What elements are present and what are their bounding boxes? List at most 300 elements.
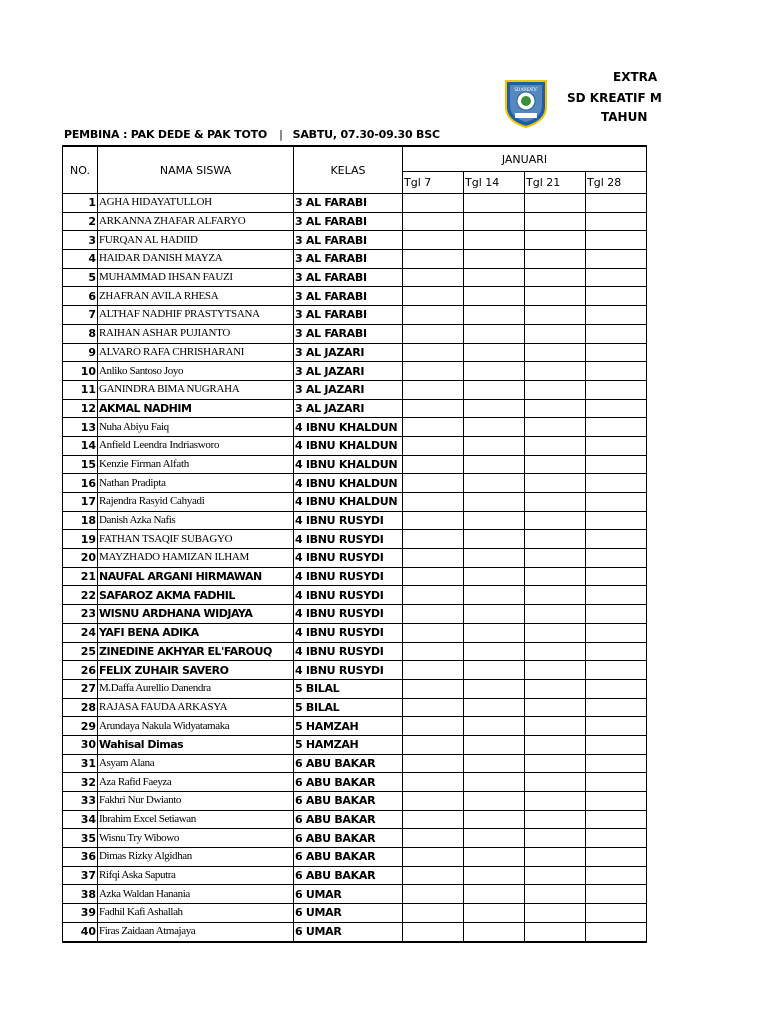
- student-class: 4 IBNU KHALDUN: [294, 455, 403, 474]
- student-name: HAIDAR DANISH MAYZA: [98, 250, 294, 269]
- student-name: FURQAN AL HADIID: [98, 231, 294, 250]
- attendance-cell[interactable]: [403, 418, 464, 437]
- student-name: Azka Waldan Hanania: [98, 885, 294, 904]
- attendance-cell[interactable]: [403, 698, 464, 717]
- student-name: AGHA HIDAYATULLOH: [98, 194, 294, 213]
- student-class: 6 UMAR: [294, 885, 403, 904]
- attendance-cell[interactable]: [464, 679, 525, 698]
- attendance-cell[interactable]: [464, 698, 525, 717]
- student-name: RAJASA FAUDA ARKASYA: [98, 698, 294, 717]
- row-number: 39: [63, 904, 98, 923]
- attendance-cell[interactable]: [525, 848, 586, 867]
- row-number: 3: [63, 231, 98, 250]
- header-date: Tgl 14: [464, 172, 525, 194]
- student-class: 3 AL FARABI: [294, 212, 403, 231]
- student-name: GANINDRA BIMA NUGRAHA: [98, 380, 294, 399]
- row-number: 28: [63, 698, 98, 717]
- school-badge-icon: [503, 77, 549, 129]
- student-class: 5 BILAL: [294, 698, 403, 717]
- table-row: [63, 567, 647, 586]
- student-name: SAFAROZ AKMA FADHIL: [98, 586, 294, 605]
- student-class: 6 ABU BAKAR: [294, 773, 403, 792]
- row-number: 18: [63, 511, 98, 530]
- attendance-cell[interactable]: [586, 885, 647, 904]
- table-row: [63, 679, 647, 698]
- attendance-table: [62, 145, 647, 943]
- attendance-cell[interactable]: [525, 922, 586, 941]
- table-row: [63, 474, 647, 493]
- student-name: ZINEDINE AKHYAR EL'FAROUQ: [98, 642, 294, 661]
- attendance-cell[interactable]: [525, 380, 586, 399]
- table-row: [63, 250, 647, 269]
- attendance-cell[interactable]: [403, 810, 464, 829]
- attendance-cell[interactable]: [525, 605, 586, 624]
- attendance-cell[interactable]: [525, 418, 586, 437]
- student-name: Wisnu Try Wibowo: [98, 829, 294, 848]
- attendance-cell[interactable]: [586, 679, 647, 698]
- attendance-cell[interactable]: [525, 362, 586, 381]
- student-name: ARKANNA ZHAFAR ALFARYO: [98, 212, 294, 231]
- attendance-cell[interactable]: [464, 866, 525, 885]
- pembina-label: PEMBINA : PAK DEDE & PAK TOTO: [64, 128, 268, 141]
- attendance-cell[interactable]: [525, 698, 586, 717]
- attendance-cell[interactable]: [403, 549, 464, 568]
- table-row: [63, 362, 647, 381]
- student-class: 4 IBNU KHALDUN: [294, 474, 403, 493]
- student-name: MAYZHADO HAMIZAN ILHAM: [98, 549, 294, 568]
- attendance-cell[interactable]: [586, 287, 647, 306]
- student-class: 3 AL FARABI: [294, 324, 403, 343]
- attendance-cell[interactable]: [403, 922, 464, 941]
- attendance-cell[interactable]: [586, 810, 647, 829]
- attendance-cell[interactable]: [525, 885, 586, 904]
- attendance-cell[interactable]: [586, 399, 647, 418]
- header-date: Tgl 21: [525, 172, 586, 194]
- attendance-cell[interactable]: [464, 642, 525, 661]
- attendance-cell[interactable]: [586, 735, 647, 754]
- attendance-cell[interactable]: [586, 773, 647, 792]
- row-number: 38: [63, 885, 98, 904]
- attendance-cell[interactable]: [586, 343, 647, 362]
- attendance-cell[interactable]: [586, 306, 647, 325]
- attendance-cell[interactable]: [464, 511, 525, 530]
- attendance-cell[interactable]: [586, 904, 647, 923]
- attendance-cell[interactable]: [403, 474, 464, 493]
- attendance-cell[interactable]: [586, 493, 647, 512]
- attendance-cell[interactable]: [464, 904, 525, 923]
- student-name: Nathan Pradipta: [98, 474, 294, 493]
- attendance-cell[interactable]: [403, 324, 464, 343]
- row-number: 30: [63, 735, 98, 754]
- row-number: 37: [63, 866, 98, 885]
- attendance-cell[interactable]: [464, 287, 525, 306]
- student-class: 3 AL JAZARI: [294, 362, 403, 381]
- student-class: 6 UMAR: [294, 904, 403, 923]
- row-number: 16: [63, 474, 98, 493]
- attendance-cell[interactable]: [464, 250, 525, 269]
- student-name: Nuha Abiyu Faiq: [98, 418, 294, 437]
- table-row: [63, 231, 647, 250]
- attendance-cell[interactable]: [464, 549, 525, 568]
- attendance-cell[interactable]: [525, 866, 586, 885]
- attendance-cell[interactable]: [403, 436, 464, 455]
- attendance-cell[interactable]: [464, 623, 525, 642]
- attendance-cell[interactable]: [586, 623, 647, 642]
- svg-text:SD KREATIF: SD KREATIF: [514, 87, 538, 92]
- row-number: 24: [63, 623, 98, 642]
- table-row: [63, 194, 647, 213]
- attendance-cell[interactable]: [525, 642, 586, 661]
- attendance-cell[interactable]: [403, 754, 464, 773]
- attendance-cell[interactable]: [586, 324, 647, 343]
- attendance-cell[interactable]: [403, 735, 464, 754]
- table-row: [63, 324, 647, 343]
- attendance-cell[interactable]: [586, 549, 647, 568]
- attendance-cell[interactable]: [403, 866, 464, 885]
- table-row: [63, 343, 647, 362]
- student-class: 6 ABU BAKAR: [294, 754, 403, 773]
- student-name: AKMAL NADHIM: [98, 399, 294, 418]
- row-number: 33: [63, 792, 98, 811]
- attendance-cell[interactable]: [403, 362, 464, 381]
- attendance-cell[interactable]: [525, 717, 586, 736]
- attendance-cell[interactable]: [586, 567, 647, 586]
- attendance-cell[interactable]: [586, 362, 647, 381]
- attendance-cell[interactable]: [464, 829, 525, 848]
- table-row: [63, 661, 647, 680]
- table-row: [63, 848, 647, 867]
- student-name: YAFI BENA ADIKA: [98, 623, 294, 642]
- attendance-cell[interactable]: [403, 848, 464, 867]
- student-class: 6 ABU BAKAR: [294, 829, 403, 848]
- student-class: 3 AL JAZARI: [294, 380, 403, 399]
- student-name: ALVARO RAFA CHRISHARANI: [98, 343, 294, 362]
- table-row: [63, 623, 647, 642]
- attendance-cell[interactable]: [464, 810, 525, 829]
- student-class: 6 ABU BAKAR: [294, 866, 403, 885]
- student-class: 3 AL JAZARI: [294, 399, 403, 418]
- table-row: [63, 792, 647, 811]
- attendance-cell[interactable]: [525, 436, 586, 455]
- attendance-cell[interactable]: [586, 231, 647, 250]
- row-number: 7: [63, 306, 98, 325]
- row-number: 12: [63, 399, 98, 418]
- attendance-cell[interactable]: [586, 717, 647, 736]
- table-row: [63, 436, 647, 455]
- row-number: 14: [63, 436, 98, 455]
- table-row: [63, 306, 647, 325]
- attendance-cell[interactable]: [464, 399, 525, 418]
- attendance-cell[interactable]: [464, 754, 525, 773]
- attendance-cell[interactable]: [464, 474, 525, 493]
- attendance-cell[interactable]: [525, 268, 586, 287]
- attendance-cell[interactable]: [403, 717, 464, 736]
- row-number: 26: [63, 661, 98, 680]
- student-class: 6 ABU BAKAR: [294, 848, 403, 867]
- student-name: ZHAFRAN AVILA RHESA: [98, 287, 294, 306]
- attendance-cell[interactable]: [464, 530, 525, 549]
- attendance-cell[interactable]: [464, 885, 525, 904]
- student-name: WISNU ARDHANA WIDJAYA: [98, 605, 294, 624]
- attendance-cell[interactable]: [586, 586, 647, 605]
- attendance-cell[interactable]: [586, 194, 647, 213]
- attendance-cell[interactable]: [403, 455, 464, 474]
- attendance-cell[interactable]: [525, 511, 586, 530]
- student-class: 4 IBNU RUSYDI: [294, 567, 403, 586]
- attendance-cell[interactable]: [403, 885, 464, 904]
- table-row: [63, 455, 647, 474]
- attendance-cell[interactable]: [525, 792, 586, 811]
- attendance-cell[interactable]: [586, 212, 647, 231]
- student-class: 6 ABU BAKAR: [294, 810, 403, 829]
- attendance-cell[interactable]: [586, 436, 647, 455]
- table-row: [63, 399, 647, 418]
- student-class: 4 IBNU KHALDUN: [294, 493, 403, 512]
- attendance-cell[interactable]: [464, 922, 525, 941]
- header-name: NAMA SISWA: [98, 146, 294, 194]
- attendance-cell[interactable]: [586, 792, 647, 811]
- row-number: 40: [63, 922, 98, 941]
- row-number: 6: [63, 287, 98, 306]
- student-name: Asyam Alana: [98, 754, 294, 773]
- student-name: Firas Zaidaan Atmajaya: [98, 922, 294, 941]
- attendance-cell[interactable]: [586, 418, 647, 437]
- row-number: 34: [63, 810, 98, 829]
- student-class: 4 IBNU RUSYDI: [294, 623, 403, 642]
- attendance-cell[interactable]: [525, 549, 586, 568]
- attendance-cell[interactable]: [403, 287, 464, 306]
- attendance-cell[interactable]: [525, 735, 586, 754]
- attendance-cell[interactable]: [464, 212, 525, 231]
- attendance-cell[interactable]: [403, 661, 464, 680]
- attendance-cell[interactable]: [403, 231, 464, 250]
- attendance-cell[interactable]: [525, 661, 586, 680]
- attendance-cell[interactable]: [403, 904, 464, 923]
- attendance-cell[interactable]: [586, 455, 647, 474]
- attendance-cell[interactable]: [403, 306, 464, 325]
- student-name: Anfield Leendra Indriasworo: [98, 436, 294, 455]
- attendance-cell[interactable]: [464, 194, 525, 213]
- attendance-cell[interactable]: [586, 605, 647, 624]
- title-line-2: SD KREATIF M: [567, 91, 662, 105]
- student-class: 4 IBNU RUSYDI: [294, 530, 403, 549]
- attendance-cell[interactable]: [525, 586, 586, 605]
- attendance-cell[interactable]: [464, 567, 525, 586]
- table-row: [63, 642, 647, 661]
- row-number: 21: [63, 567, 98, 586]
- row-number: 17: [63, 493, 98, 512]
- attendance-cell[interactable]: [464, 231, 525, 250]
- attendance-cell[interactable]: [403, 586, 464, 605]
- student-class: 3 AL FARABI: [294, 231, 403, 250]
- attendance-cell[interactable]: [403, 773, 464, 792]
- header-month: JANUARI: [403, 146, 647, 172]
- attendance-cell[interactable]: [464, 848, 525, 867]
- attendance-cell[interactable]: [586, 530, 647, 549]
- attendance-cell[interactable]: [464, 605, 525, 624]
- student-class: 4 IBNU RUSYDI: [294, 511, 403, 530]
- attendance-cell[interactable]: [403, 530, 464, 549]
- student-name: Rifqi Aska Saputra: [98, 866, 294, 885]
- attendance-cell[interactable]: [403, 605, 464, 624]
- attendance-cell[interactable]: [464, 493, 525, 512]
- student-name: FELIX ZUHAIR SAVERO: [98, 661, 294, 680]
- attendance-cell[interactable]: [464, 306, 525, 325]
- table-row: [63, 493, 647, 512]
- table-row: [63, 586, 647, 605]
- attendance-cell[interactable]: [525, 455, 586, 474]
- attendance-cell[interactable]: [525, 623, 586, 642]
- attendance-cell[interactable]: [464, 792, 525, 811]
- separator: |: [279, 128, 283, 141]
- attendance-cell[interactable]: [525, 567, 586, 586]
- attendance-cell[interactable]: [525, 829, 586, 848]
- table-row: [63, 735, 647, 754]
- student-class: 5 BILAL: [294, 679, 403, 698]
- attendance-cell[interactable]: [403, 380, 464, 399]
- attendance-cell[interactable]: [586, 642, 647, 661]
- attendance-cell[interactable]: [586, 698, 647, 717]
- attendance-cell[interactable]: [586, 922, 647, 941]
- student-name: Danish Azka Nafis: [98, 511, 294, 530]
- row-number: 32: [63, 773, 98, 792]
- table-row: [63, 754, 647, 773]
- student-class: 5 HAMZAH: [294, 717, 403, 736]
- attendance-cell[interactable]: [403, 268, 464, 287]
- row-number: 19: [63, 530, 98, 549]
- row-number: 2: [63, 212, 98, 231]
- student-class: 4 IBNU RUSYDI: [294, 605, 403, 624]
- student-name: FATHAN TSAQIF SUBAGYO: [98, 530, 294, 549]
- attendance-cell[interactable]: [586, 829, 647, 848]
- attendance-cell[interactable]: [525, 306, 586, 325]
- table-row: [63, 511, 647, 530]
- attendance-cell[interactable]: [525, 904, 586, 923]
- student-class: 6 ABU BAKAR: [294, 792, 403, 811]
- attendance-cell[interactable]: [525, 493, 586, 512]
- header-date: Tgl 28: [586, 172, 647, 194]
- student-class: 6 UMAR: [294, 922, 403, 941]
- row-number: 22: [63, 586, 98, 605]
- attendance-cell[interactable]: [464, 735, 525, 754]
- student-class: 3 AL FARABI: [294, 194, 403, 213]
- attendance-cell[interactable]: [525, 231, 586, 250]
- attendance-cell[interactable]: [586, 754, 647, 773]
- student-class: 4 IBNU RUSYDI: [294, 549, 403, 568]
- table-row: [63, 717, 647, 736]
- student-class: 4 IBNU RUSYDI: [294, 661, 403, 680]
- attendance-cell[interactable]: [464, 343, 525, 362]
- student-class: 3 AL JAZARI: [294, 343, 403, 362]
- attendance-cell[interactable]: [525, 287, 586, 306]
- row-number: 23: [63, 605, 98, 624]
- attendance-cell[interactable]: [525, 530, 586, 549]
- student-class: 4 IBNU RUSYDI: [294, 642, 403, 661]
- attendance-cell[interactable]: [525, 679, 586, 698]
- attendance-cell[interactable]: [586, 866, 647, 885]
- attendance-cell[interactable]: [525, 754, 586, 773]
- row-number: 5: [63, 268, 98, 287]
- row-number: 31: [63, 754, 98, 773]
- attendance-cell[interactable]: [403, 250, 464, 269]
- attendance-cell[interactable]: [525, 810, 586, 829]
- attendance-cell[interactable]: [464, 717, 525, 736]
- attendance-cell[interactable]: [464, 436, 525, 455]
- attendance-cell[interactable]: [525, 343, 586, 362]
- table-row: [63, 212, 647, 231]
- attendance-cell[interactable]: [525, 399, 586, 418]
- attendance-cell[interactable]: [586, 661, 647, 680]
- student-name: Anliko Santoso Joyo: [98, 362, 294, 381]
- attendance-cell[interactable]: [464, 773, 525, 792]
- row-number: 29: [63, 717, 98, 736]
- table-row: [63, 810, 647, 829]
- attendance-cell[interactable]: [464, 362, 525, 381]
- student-name: MUHAMMAD IHSAN FAUZI: [98, 268, 294, 287]
- table-row: [63, 922, 647, 941]
- attendance-cell[interactable]: [403, 194, 464, 213]
- row-number: 10: [63, 362, 98, 381]
- attendance-cell[interactable]: [586, 511, 647, 530]
- attendance-cell[interactable]: [525, 474, 586, 493]
- attendance-cell[interactable]: [464, 455, 525, 474]
- row-number: 8: [63, 324, 98, 343]
- attendance-cell[interactable]: [403, 642, 464, 661]
- student-name: Dimas Rizky Algidhan: [98, 848, 294, 867]
- attendance-cell[interactable]: [464, 380, 525, 399]
- student-name: NAUFAL ARGANI HIRMAWAN: [98, 567, 294, 586]
- student-name: Fakhri Nur Dwianto: [98, 792, 294, 811]
- attendance-cell[interactable]: [464, 324, 525, 343]
- attendance-cell[interactable]: [403, 623, 464, 642]
- student-class: 4 IBNU RUSYDI: [294, 586, 403, 605]
- row-number: 27: [63, 679, 98, 698]
- attendance-cell[interactable]: [403, 679, 464, 698]
- attendance-cell[interactable]: [403, 829, 464, 848]
- table-row: [63, 698, 647, 717]
- table-row: [63, 418, 647, 437]
- attendance-cell[interactable]: [403, 792, 464, 811]
- attendance-cell[interactable]: [403, 212, 464, 231]
- row-number: 11: [63, 380, 98, 399]
- attendance-cell[interactable]: [403, 399, 464, 418]
- attendance-cell[interactable]: [403, 511, 464, 530]
- attendance-cell[interactable]: [525, 194, 586, 213]
- table-row: [63, 773, 647, 792]
- row-number: 1: [63, 194, 98, 213]
- attendance-cell[interactable]: [403, 567, 464, 586]
- attendance-cell[interactable]: [525, 773, 586, 792]
- attendance-cell[interactable]: [586, 380, 647, 399]
- student-class: 5 HAMZAH: [294, 735, 403, 754]
- table-row: [63, 605, 647, 624]
- attendance-cell[interactable]: [586, 250, 647, 269]
- attendance-cell[interactable]: [525, 250, 586, 269]
- attendance-cell[interactable]: [464, 661, 525, 680]
- attendance-cell[interactable]: [403, 343, 464, 362]
- attendance-cell[interactable]: [464, 586, 525, 605]
- attendance-cell[interactable]: [586, 848, 647, 867]
- attendance-cell[interactable]: [464, 268, 525, 287]
- student-name: Fadhil Kafi Ashallah: [98, 904, 294, 923]
- attendance-cell[interactable]: [586, 268, 647, 287]
- attendance-cell[interactable]: [525, 324, 586, 343]
- attendance-cell[interactable]: [525, 212, 586, 231]
- attendance-cell[interactable]: [586, 474, 647, 493]
- attendance-cell[interactable]: [403, 493, 464, 512]
- attendance-cell[interactable]: [464, 418, 525, 437]
- student-name: Arundaya Nakula Widyatamaka: [98, 717, 294, 736]
